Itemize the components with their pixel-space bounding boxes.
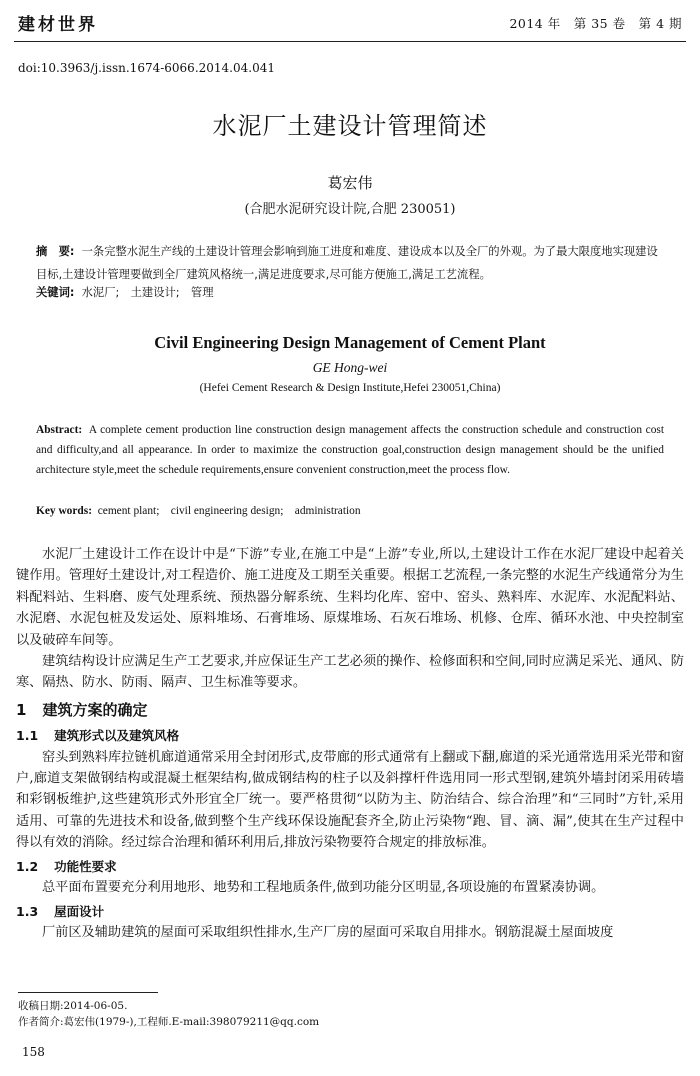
author: 葛宏伟 [327,174,373,192]
body-paragraph-1: 水泥厂土建设计工作在设计中是“下游”专业,在施工中是“上游”专业,所以,土建设计工作在水泥厂建设中起着关键作用。管理好土建设计,对工程造价、施工进度及工期至关重要。根据工艺流程,一条完整的水泥生产线通常分为生料配料站、生料磨、废气处理系统、预热器分解系统、生料均化库、窑中、窑头、熟料库、水泥库、水泥配料站、水泥磨、水泥包桩及发运处、原料堆场、石膏堆场、原煤堆场、石灰石堆场、机修、仓库、循环水池、中央控制室以及破碎车间等。 [16,547,684,648]
paper-title: 水泥厂土建设计管理简述 [212,112,488,140]
body-paragraph-3: 窑头到熟料库拉链机廊道通常采用全封闭形式,皮带廊的形式通常有上翻或下翻,廊道的采光通常选用采光带和窗户,廊道支架做钢结构或混凝土框架结构,做成钢结构的柱子以及斜撑杆件选用同一形式型钢,建筑外墙封闭采用砖墙和彩钢板维护,这些建筑形式外形宜全厂统一。要严格贯彻“以防为主、防治结合、综合治理”和“三同时”方针,采用适用、可靠的先进技术和设备,做到整个生产线环保设施配套齐全,防止污染物“跑、冒、滴、漏”,使其在生产过程中得以有效的消除。经过综合治理和循环利用后,排放污染物要符合规定的排放标准。 [16,749,684,851]
english-title: Civil Engineering Design Management of Cement Plant [154,333,546,352]
page-number: 158 [22,1045,45,1059]
body-paragraph-5: 厂前区及辅助建筑的屋面可采取组织性排水,生产厂房的屋面可采取自用排水。钢筋混凝土屋面坡度 [42,924,614,940]
body-text [16,544,684,943]
body-paragraph-2: 建筑结构设计应满足生产工艺要求,并应保证生产工艺必须的操作、检修面积和空间,同时应满足采光、通风、防寒、隔热、防水、防雨、隔声、卫生标准等要求。 [16,654,684,691]
english-affiliation: (Hefei Cement Research & Design Institute,Hefei 230051,China) [199,382,501,394]
doi: doi:10.3963/j.issn.1674-6066.2014.04.041 [18,61,275,75]
body-paragraph-4: 总平面布置要充分利用地形、地势和工程地质条件,做到功能分区明显,各项设施的布置紧凑协调。 [42,880,605,896]
footnote-received: 收稿日期:2014-06-05. [18,1000,128,1012]
chinese-keywords [36,284,214,300]
affiliation: (合肥水泥研究设计院,合肥 230051) [244,202,456,217]
footnote-author-info: 作者简介:葛宏伟(1979-),工程师.E-mail:398079211@qq.com [18,1016,320,1028]
header-rule [14,41,686,42]
chinese-abstract-text: 一条完整水泥生产线的土建设计管理会影响到施工进度和难度、建设成本以及全厂的外观。为了最大限度地实现建设目标,土建设计管理要做到全厂建筑风格统一,满足进度要求,尽可能方便施工,满足工艺流程。 [36,245,658,281]
english-abstract [36,420,664,480]
section-1-2-number: 1.2 [16,858,39,874]
chinese-abstract-label: 摘 要: [36,245,75,258]
section-1-1-heading [16,725,684,746]
english-author: GE Hong-wei [312,360,388,375]
english-abstract-text: A complete cement production line construction design management affects the construction schedule and construction cost and difficulty,and all appearance. In order to maximize the construction goal,construction design management should be the unified architecture style,meet the schedule requirements,ensure convenient construction,meet the process flow. [36,424,664,476]
english-keywords-label: Key words: [36,505,92,517]
section-1-1-number: 1.1 [16,728,39,744]
section-1-number: 1 [16,700,27,719]
section-1-3-title: 屋面设计 [54,903,105,919]
chinese-keywords-label: 关键词: [36,286,75,299]
english-abstract-label: Abstract: [36,424,83,436]
section-1-1-title: 建筑形式以及建筑风格 [54,728,180,744]
section-1-title: 建筑方案的确定 [42,700,148,719]
section-1-3-heading [16,901,684,922]
section-1-heading [16,700,684,721]
english-keywords [36,502,361,518]
issue-info: 2014 年 第 35 卷 第 4 期 [509,16,682,31]
chinese-keywords-text: 水泥厂; 土建设计; 管理 [81,286,214,299]
english-keywords-text: cement plant; civil engineering design; administration [97,505,361,517]
journal-name: 建材世界 [18,15,98,35]
section-1-2-title: 功能性要求 [54,858,117,874]
footnote-rule [18,992,158,993]
section-1-2-heading [16,856,684,877]
footnote [18,998,678,1030]
chinese-abstract [36,240,664,286]
section-1-3-number: 1.3 [16,903,39,919]
